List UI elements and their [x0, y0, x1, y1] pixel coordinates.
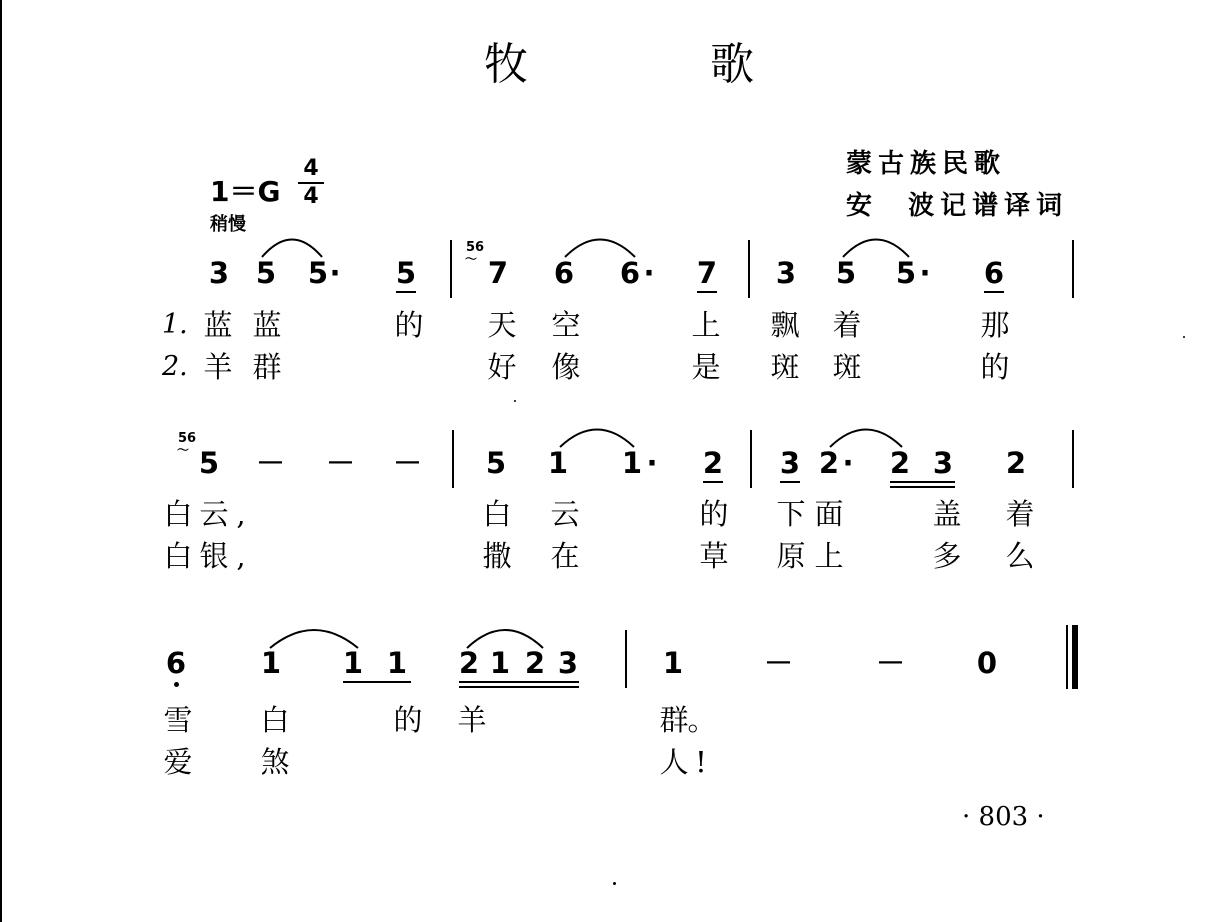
- time-signature-bottom: 4: [303, 184, 319, 209]
- lyric: 银: [199, 539, 229, 573]
- ornament-grace: 56 〜: [465, 240, 485, 266]
- note: 6: [619, 256, 641, 290]
- lyric: 人: [659, 745, 689, 779]
- final-bar-thick: [1072, 625, 1078, 689]
- lyric-punctuation: ,: [236, 539, 246, 573]
- lyric: 么: [1005, 539, 1035, 573]
- verse-number: 1.: [162, 309, 188, 340]
- lyric: 白: [482, 497, 512, 531]
- lyric: 爱: [163, 745, 193, 779]
- lyric: 羊: [203, 350, 233, 384]
- note: 1: [342, 646, 364, 680]
- note: 3: [208, 256, 230, 290]
- note: 1: [621, 446, 643, 480]
- note: 2: [1005, 446, 1027, 480]
- lyric: 草: [699, 539, 729, 573]
- verse-number: 2.: [162, 351, 188, 382]
- lyric: 着: [832, 308, 862, 342]
- eighth-underline: [343, 681, 411, 683]
- note: 5: [485, 446, 507, 480]
- lyric: 蓝: [203, 308, 233, 342]
- eighth-underline: [697, 291, 717, 293]
- note: 2: [524, 646, 546, 680]
- bar-line: [450, 240, 452, 298]
- note: 5: [255, 256, 277, 290]
- slur: [843, 240, 909, 258]
- title-char-1: 牧: [484, 39, 528, 90]
- lyric: 的: [980, 350, 1010, 384]
- dash: －: [393, 446, 423, 480]
- lyric: 飘: [770, 308, 800, 342]
- bar-line: [1072, 430, 1074, 488]
- rest: 0: [976, 646, 998, 680]
- lyric: 蓝: [252, 308, 282, 342]
- lyric: 好: [487, 350, 517, 384]
- lyric: 群: [252, 350, 282, 384]
- sixteenth-underline: [890, 481, 955, 483]
- augmentation-dot: ·: [646, 446, 658, 480]
- note: 3: [775, 256, 797, 290]
- note: 1: [547, 446, 569, 480]
- note: 3: [557, 646, 579, 680]
- lyric: 那: [980, 308, 1010, 342]
- lyric: 多: [932, 539, 962, 573]
- lyric: 面: [814, 497, 844, 531]
- time-signature-top: 4: [303, 156, 319, 181]
- bar-line: [1072, 240, 1074, 298]
- augmentation-dot: ·: [842, 446, 854, 480]
- lyric: 斑: [832, 350, 862, 384]
- lyric: 撒: [482, 539, 512, 573]
- note: 2: [818, 446, 840, 480]
- bar-line: [625, 630, 627, 688]
- note: 1: [386, 646, 408, 680]
- lyric: 群: [659, 703, 689, 737]
- augmentation-dot: ·: [919, 256, 931, 290]
- lyric: 盖: [932, 497, 962, 531]
- low-octave-dot: [174, 682, 179, 687]
- print-speck: [613, 882, 616, 885]
- lyric: 着: [1005, 497, 1035, 531]
- note: 1: [662, 646, 684, 680]
- lyric: 云: [199, 497, 229, 531]
- ornament-grace: 56 〜: [177, 431, 197, 457]
- credit-origin: 蒙古族民歌: [846, 149, 1007, 179]
- lyric: 下: [776, 497, 806, 531]
- note: 2: [702, 446, 724, 480]
- lyric: 斑: [770, 350, 800, 384]
- note: 5: [198, 446, 220, 480]
- lyric: 空: [551, 308, 581, 342]
- tempo-marking: 稍慢: [210, 214, 246, 235]
- slur: [565, 240, 635, 258]
- sixteenth-underline: [890, 486, 955, 488]
- note: 2: [458, 646, 480, 680]
- lyric-punctuation: !: [695, 745, 707, 779]
- dash: －: [256, 446, 286, 480]
- slur: [830, 430, 902, 448]
- lyric: 的: [393, 703, 423, 737]
- lyric-punctuation: ,: [236, 497, 246, 531]
- lyric: 白: [260, 703, 290, 737]
- print-speck: [514, 400, 516, 402]
- note: 1: [260, 646, 282, 680]
- note: 6: [165, 646, 187, 680]
- key-signature: 1＝G: [210, 175, 281, 208]
- credit-arranger: 安 波记谱译词: [846, 191, 1069, 221]
- note: 5: [835, 256, 857, 290]
- augmentation-dot: ·: [643, 256, 655, 290]
- page-number: · 803 ·: [962, 802, 1045, 832]
- eighth-underline: [984, 291, 1004, 293]
- lyric: 煞: [260, 745, 290, 779]
- note: 5: [395, 256, 417, 290]
- bar-line: [748, 240, 750, 298]
- note: 6: [553, 256, 575, 290]
- title-char-2: 歌: [710, 39, 754, 90]
- lyric: 白: [163, 539, 193, 573]
- dash: －: [764, 646, 794, 680]
- note: 6: [983, 256, 1005, 290]
- note: 1: [489, 646, 511, 680]
- lyric: 羊: [457, 703, 487, 737]
- lyric: 的: [394, 308, 424, 342]
- dash: －: [326, 446, 356, 480]
- note: 3: [779, 446, 801, 480]
- final-bar-thin: [1066, 625, 1068, 689]
- sixteenth-underline: [459, 681, 579, 683]
- lyric: 云: [550, 497, 580, 531]
- augmentation-dot: ·: [329, 256, 341, 290]
- eighth-underline: [703, 481, 723, 483]
- note: 7: [487, 256, 509, 290]
- lyric: 上: [691, 308, 721, 342]
- bar-line: [452, 430, 454, 488]
- lyric: 在: [550, 539, 580, 573]
- lyric: 白: [163, 497, 193, 531]
- lyric: 原: [776, 539, 806, 573]
- lyric: 天: [487, 308, 517, 342]
- print-speck: [1183, 336, 1185, 338]
- lyric: 的: [699, 497, 729, 531]
- note: 7: [696, 256, 718, 290]
- lyric: 上: [814, 539, 844, 573]
- slur: [262, 240, 322, 258]
- note: 5: [307, 256, 329, 290]
- lyric: 雪: [163, 703, 193, 737]
- lyric: 是: [691, 350, 721, 384]
- note: 2: [889, 446, 911, 480]
- eighth-underline: [780, 481, 800, 483]
- sixteenth-underline: [459, 686, 579, 688]
- lyric-punctuation: 。: [687, 703, 717, 737]
- eighth-underline: [396, 291, 416, 293]
- note: 3: [932, 446, 954, 480]
- lyric: 像: [551, 350, 581, 384]
- dash: －: [876, 646, 906, 680]
- slur: [560, 430, 634, 448]
- bar-line: [750, 430, 752, 488]
- note: 5: [895, 256, 917, 290]
